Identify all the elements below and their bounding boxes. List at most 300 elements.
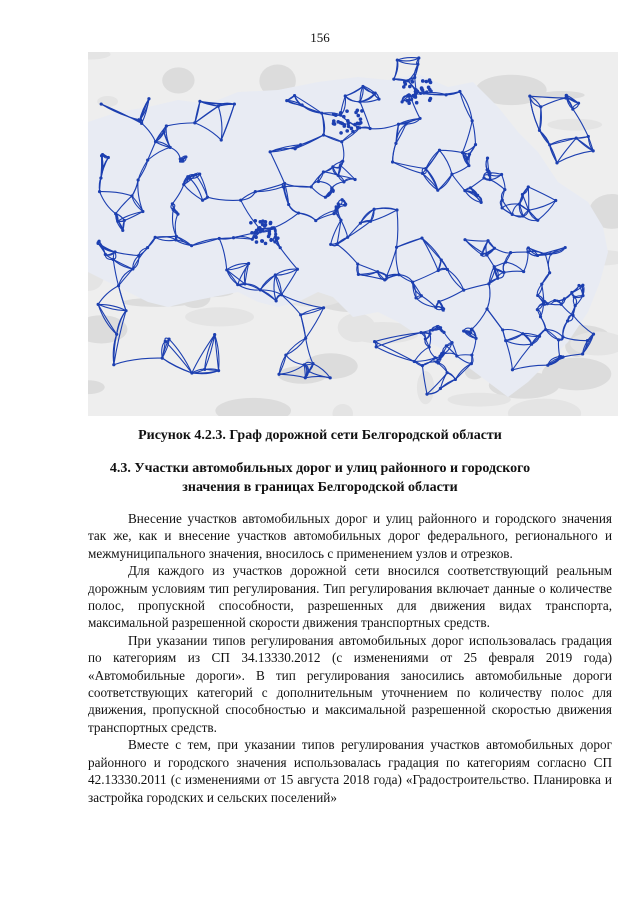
road-node — [564, 96, 567, 99]
road-node — [339, 164, 342, 167]
terrain-patch — [338, 313, 376, 342]
road-node — [283, 182, 286, 185]
road-node — [287, 203, 290, 206]
road-node — [468, 153, 471, 156]
city-road-node — [359, 117, 363, 121]
city-road-node — [270, 226, 274, 230]
city-road-node — [269, 238, 273, 242]
road-node — [482, 176, 485, 179]
road-node — [462, 289, 465, 292]
road-node — [232, 236, 235, 239]
road-node — [294, 147, 297, 150]
road-node — [130, 194, 133, 197]
road-node — [320, 112, 323, 115]
road-node — [581, 352, 584, 355]
road-node — [436, 189, 439, 192]
road-node — [391, 160, 394, 163]
paragraph-3: При указании типов регулирования автомобильных дорог использовалась градация по категориям из СП 34.13330.2012 (с изменениями от 25 февраля 2019 года) «Автомобильные дороги». В тип регулирования заносились автомобильные дороги соответствующих категорий с дополнительным уточнением по количеству полос для движения, пропускной способностью и максимальной разрешенной скоростью движения транспортных средств. — [88, 632, 612, 735]
city-road-node — [407, 101, 411, 105]
road-node — [254, 190, 257, 193]
road-node — [539, 105, 542, 108]
road-node — [439, 387, 442, 390]
road-node — [179, 160, 182, 163]
road-node — [439, 326, 442, 329]
road-node — [450, 173, 453, 176]
road-node — [233, 102, 236, 105]
road-node — [359, 222, 362, 225]
road-node — [438, 357, 441, 360]
road-node — [548, 271, 551, 274]
city-road-node — [429, 89, 433, 93]
road-node — [434, 356, 437, 359]
road-node — [97, 303, 100, 306]
road-node — [395, 246, 398, 249]
city-road-node — [261, 239, 265, 243]
road-node — [104, 253, 107, 256]
road-node — [368, 127, 371, 130]
road-node — [480, 201, 483, 204]
road-node — [140, 122, 143, 125]
road-node — [425, 393, 428, 396]
road-node — [536, 219, 539, 222]
city-road-node — [428, 98, 432, 102]
city-road-node — [339, 131, 343, 135]
road-node — [454, 378, 457, 381]
city-road-node — [276, 236, 280, 240]
figure-caption: Рисунок 4.2.3. Граф дорожной сети Белгородской области — [138, 428, 502, 443]
road-node — [439, 354, 442, 357]
city-road-node — [269, 222, 273, 226]
road-node — [96, 242, 99, 245]
road-node — [424, 337, 427, 340]
city-road-node — [347, 125, 351, 129]
road-node — [198, 100, 201, 103]
road-node — [455, 354, 458, 357]
city-road-node — [254, 235, 258, 239]
road-node — [493, 247, 496, 250]
city-road-node — [342, 124, 346, 128]
road-node — [304, 337, 307, 340]
city-road-node — [261, 223, 265, 227]
road-node — [101, 153, 104, 156]
road-node — [182, 183, 185, 186]
road-node — [487, 282, 490, 285]
road-node — [493, 265, 496, 268]
road-node — [217, 105, 220, 108]
road-node — [419, 331, 422, 334]
road-node — [169, 146, 172, 149]
road-node — [194, 173, 197, 176]
road-node — [112, 363, 115, 366]
road-node — [121, 229, 124, 232]
city-road-node — [360, 109, 364, 113]
city-road-node — [345, 129, 349, 133]
road-node — [526, 250, 529, 253]
road-node — [190, 371, 193, 374]
road-node — [521, 214, 524, 217]
road-node — [413, 76, 416, 79]
road-node — [162, 130, 165, 133]
road-node — [176, 212, 179, 215]
road-node — [154, 140, 157, 143]
road-node — [300, 103, 303, 106]
road-node — [470, 362, 473, 365]
road-node — [203, 368, 206, 371]
road-node — [538, 335, 541, 338]
road-node — [501, 198, 504, 201]
road-node — [341, 198, 344, 201]
road-node — [396, 58, 399, 61]
road-node — [337, 174, 340, 177]
road-node — [123, 219, 126, 222]
road-node — [161, 356, 164, 359]
terrain-patch — [448, 393, 511, 407]
road-node — [518, 203, 521, 206]
road-node — [400, 100, 403, 103]
road-node — [440, 258, 443, 261]
road-node — [342, 180, 345, 183]
city-road-node — [416, 89, 420, 93]
city-road-node — [356, 126, 360, 130]
road-node — [376, 270, 379, 273]
road-node — [587, 135, 590, 138]
city-road-node — [257, 226, 261, 230]
road-node — [383, 278, 386, 281]
road-node — [299, 143, 302, 146]
road-node — [574, 304, 577, 307]
road-node — [428, 345, 431, 348]
road-node — [462, 329, 465, 332]
city-road-node — [249, 221, 253, 225]
terrain-patch — [162, 67, 194, 93]
road-node — [167, 337, 170, 340]
road-node — [561, 335, 564, 338]
road-node — [530, 343, 533, 346]
road-node — [335, 243, 338, 246]
road-node — [146, 159, 149, 162]
road-node — [190, 244, 193, 247]
section-heading-line-1: 4.3. Участки автомобильных дорог и улиц районного и городского — [109, 461, 531, 476]
road-node — [421, 364, 424, 367]
road-node — [375, 345, 378, 348]
road-node — [172, 208, 175, 211]
road-node — [527, 246, 530, 249]
road-node — [137, 254, 140, 257]
road-node — [544, 253, 547, 256]
road-node — [581, 294, 584, 297]
road-node — [236, 283, 239, 286]
road-node — [474, 337, 477, 340]
road-node — [536, 308, 539, 311]
road-node — [174, 238, 177, 241]
road-node — [337, 205, 340, 208]
road-node — [346, 236, 349, 239]
road-node — [502, 271, 505, 274]
road-node — [431, 328, 434, 331]
road-node — [198, 172, 201, 175]
road-node — [536, 254, 539, 257]
road-node — [465, 157, 468, 160]
road-node — [397, 123, 400, 126]
road-node — [434, 306, 437, 309]
road-node — [337, 202, 340, 205]
section-heading — [60, 459, 580, 497]
road-node — [330, 187, 333, 190]
road-node — [269, 150, 272, 153]
road-node — [555, 161, 558, 164]
city-road-node — [424, 80, 428, 84]
road-node — [467, 164, 470, 167]
road-node — [486, 239, 489, 242]
road-node — [571, 108, 574, 111]
road-node — [442, 331, 445, 334]
road-node — [418, 117, 421, 120]
road-node — [539, 315, 542, 318]
road-node — [553, 299, 556, 302]
road-node — [480, 253, 483, 256]
road-node — [171, 202, 174, 205]
road-network-map-svg — [88, 52, 618, 416]
road-node — [154, 236, 157, 239]
road-node — [339, 219, 342, 222]
road-node — [560, 303, 563, 306]
city-road-node — [408, 85, 412, 89]
road-node — [329, 243, 332, 246]
road-segment — [528, 187, 529, 210]
road-node — [279, 246, 282, 249]
road-node — [546, 302, 549, 305]
road-node — [540, 283, 543, 286]
road-node — [450, 341, 453, 344]
road-node — [324, 196, 327, 199]
road-node — [428, 332, 431, 335]
road-node — [470, 328, 473, 331]
road-node — [486, 157, 489, 160]
road-node — [282, 185, 285, 188]
city-road-node — [345, 109, 349, 113]
road-node — [117, 284, 120, 287]
road-node — [341, 160, 344, 163]
road-node — [100, 102, 103, 105]
road-node — [322, 306, 325, 309]
road-node — [385, 274, 388, 277]
road-node — [565, 94, 568, 97]
road-node — [369, 220, 372, 223]
road-node — [304, 376, 307, 379]
road-node — [438, 149, 441, 152]
road-node — [165, 124, 168, 127]
road-node — [340, 140, 343, 143]
road-node — [488, 178, 491, 181]
road-node — [275, 299, 278, 302]
city-road-node — [413, 93, 417, 97]
road-node — [357, 273, 360, 276]
road-node — [131, 267, 134, 270]
road-node — [220, 138, 223, 141]
road-node — [424, 167, 427, 170]
road-node — [243, 282, 246, 285]
road-node — [536, 294, 539, 297]
road-node — [421, 172, 424, 175]
road-node — [251, 238, 254, 241]
road-node — [544, 328, 547, 331]
road-node — [373, 340, 376, 343]
road-node — [303, 363, 306, 366]
road-node — [509, 251, 512, 254]
city-road-node — [415, 101, 419, 105]
road-node — [522, 270, 525, 273]
road-node — [344, 203, 347, 206]
road-node — [470, 353, 473, 356]
road-node — [113, 250, 116, 253]
road-node — [217, 369, 220, 372]
road-node — [488, 173, 491, 176]
city-road-node — [402, 85, 406, 89]
road-node — [485, 307, 488, 310]
city-road-node — [253, 231, 257, 235]
city-road-node — [353, 123, 357, 127]
road-node — [581, 284, 584, 287]
road-node — [413, 360, 416, 363]
road-node — [538, 129, 541, 132]
road-node — [331, 165, 334, 168]
road-node — [332, 212, 335, 215]
road-node — [500, 173, 503, 176]
road-node — [259, 288, 262, 291]
road-node — [564, 246, 567, 249]
road-node — [577, 284, 580, 287]
road-node — [273, 240, 276, 243]
road-segment — [219, 238, 233, 239]
road-node — [463, 238, 466, 241]
road-node — [114, 212, 117, 215]
city-road-node — [358, 122, 362, 126]
road-node — [107, 156, 110, 159]
road-node — [566, 319, 569, 322]
road-node — [476, 194, 479, 197]
city-road-node — [411, 80, 415, 84]
road-node — [546, 364, 549, 367]
road-node — [164, 340, 167, 343]
road-node — [437, 269, 440, 272]
road-node — [218, 237, 221, 240]
city-road-node — [332, 112, 336, 116]
road-node — [592, 149, 595, 152]
terrain-patch — [547, 119, 602, 131]
city-road-node — [268, 230, 272, 234]
road-node — [284, 353, 287, 356]
road-node — [511, 213, 514, 216]
road-node — [98, 190, 101, 193]
road-node — [296, 268, 299, 271]
road-node — [504, 339, 507, 342]
road-node — [115, 333, 118, 336]
road-node — [225, 268, 228, 271]
road-node — [373, 208, 376, 211]
road-node — [416, 63, 419, 66]
road-node — [206, 196, 209, 199]
road-node — [446, 268, 449, 271]
road-node — [469, 186, 472, 189]
road-node — [586, 339, 589, 342]
terrain-patch — [185, 307, 254, 326]
road-node — [486, 168, 489, 171]
road-node — [446, 371, 449, 374]
road-node — [112, 258, 115, 261]
road-node — [335, 208, 338, 211]
city-road-node — [255, 240, 259, 244]
road-node — [559, 356, 562, 359]
road-node — [274, 233, 277, 236]
road-node — [184, 155, 187, 158]
road-node — [554, 199, 557, 202]
road-node — [322, 133, 325, 136]
road-node — [548, 143, 551, 146]
body-text — [88, 510, 612, 806]
road-node — [571, 314, 574, 317]
road-node — [99, 176, 102, 179]
road-node — [285, 99, 288, 102]
city-road-node — [250, 231, 254, 235]
road-node — [496, 277, 499, 280]
city-road-node — [356, 108, 360, 112]
road-node — [445, 344, 448, 347]
road-node — [247, 262, 250, 265]
road-node — [322, 170, 325, 173]
city-road-node — [351, 130, 355, 134]
road-node — [441, 308, 444, 311]
road-node — [435, 325, 438, 328]
page-number: 156 — [310, 30, 330, 45]
paragraph-4: Вместе с тем, при указании типов регулирования участков автомобильных дорог районного и городского значения использовалась градация по категориям согласно СП 42.13330.2011 (с изменениями от 15 августа 2018 года) «Градостроительство. Планировка и застройка городских и сельских поселений» — [88, 737, 612, 805]
road-node — [419, 92, 422, 95]
road-node — [573, 295, 576, 298]
road-network-map — [88, 52, 618, 416]
road-node — [314, 219, 317, 222]
road-node — [458, 90, 461, 93]
road-node — [311, 362, 314, 365]
road-node — [557, 338, 560, 341]
road-node — [504, 261, 507, 264]
road-node — [437, 361, 440, 364]
road-node — [193, 121, 196, 124]
section-heading-line-2: значения в границах Белгородской области — [182, 480, 458, 495]
paragraph-1: Внесение участков автомобильных дорог и улиц районного и городского значения так же, как и внесение участков автомобильных дорог федерального, регионального и межмуниципального значения, вносилось с применением узлов и отрезков. — [88, 511, 612, 561]
road-node — [397, 273, 400, 276]
road-node — [420, 294, 423, 297]
road-node — [528, 95, 531, 98]
road-node — [277, 373, 280, 376]
road-node — [511, 368, 514, 371]
road-node — [527, 185, 530, 188]
road-node — [563, 297, 566, 300]
road-node — [377, 97, 380, 100]
road-node — [485, 253, 488, 256]
road-node — [542, 302, 545, 305]
road-node — [175, 235, 178, 238]
road-node — [331, 189, 334, 192]
paragraph-2: Для каждого из участков дорожной сети вносился соответствующий реальным дорожным условиям тип регулирования. Тип регулирования включает данные о количестве полос, пропускной способности, разрешенных для движения видах транспорта, максимальной разрешенной скорости движения транспортных средств. — [88, 563, 612, 631]
road-node — [411, 280, 414, 283]
road-node — [442, 352, 445, 355]
road-node — [274, 273, 277, 276]
city-road-node — [407, 93, 411, 97]
road-node — [280, 293, 283, 296]
road-node — [471, 119, 474, 122]
road-node — [374, 91, 377, 94]
road-node — [395, 208, 398, 211]
road-node — [147, 97, 150, 100]
